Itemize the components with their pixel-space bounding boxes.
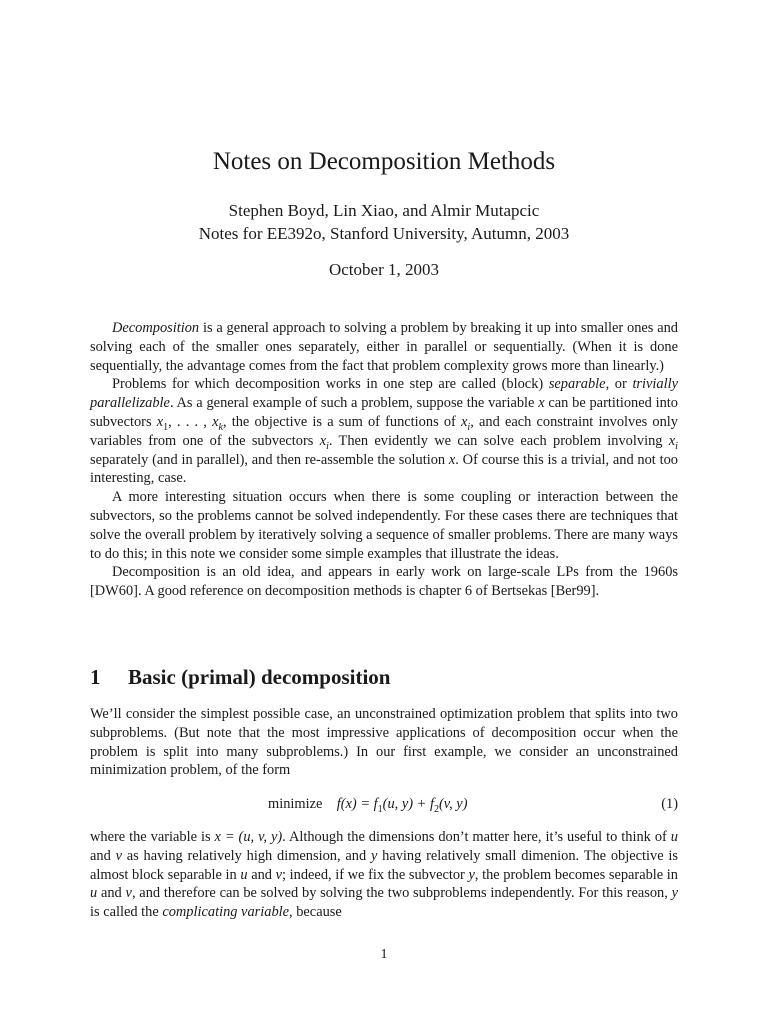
publication-date: October 1, 2003 [328,260,439,279]
term-trivially-parallelizable: trivially parallelizable [90,376,678,412]
section-number: 1 [90,665,101,689]
equation-keyword: minimize [268,796,323,812]
term-decomposition: Decomposition [112,320,200,336]
paper-title: Notes on Decomposition Methods [212,148,556,175]
equation-label: (1) [661,796,678,812]
page-number: 1 [380,947,388,962]
intro-paragraph-4: Decomposition is an old idea, and appears in early work on large-scale LPs from the 1960s [DW60]. A good reference on decomposition methods is chapter 6 of Bertsekas [Ber99]. [90,564,678,600]
section-paragraph-2: where the variable is x = (u, v, y). Although the dimensions don’t matter here, it’s useful to think of u and v as having relatively high dimension, and y having relatively small dimenion. The objective is almost block separable in u and v; indeed, if we fix the subvector y, the problem becomes separable in u and v, and therefore can be solved by solving the two subproblems independently. For this reason, y is called the complicating variable, because [90,829,679,921]
equation-1 [90,792,678,816]
term-separable: separable [548,376,606,393]
section-body-continued [90,828,678,922]
intro-paragraph-2: Problems for which decomposition works in one step are called (block) separable, or trivially parallelizable. As a general example of such a problem, suppose the variable x can be partitioned into subvectors $x_1$, . . . , $x_k$, the objective is a sum of functions of $x_i$, and each constraint involves only variables from one of the subvectors $x_i$. Then evidently we can solve each problem involving $x_i$ separately (and in parallel), and then re-assemble the solution x. Of course this is a trivial, and not too interesting, case. [90,376,678,487]
section-heading [90,662,678,692]
intro-paragraph-1: Decomposition is a general approach to solving a problem by breaking it up into smaller ones and solving each of the smaller ones separately, either in parallel or sequentially. (When it is done sequentially, the advantage comes from the fact that problem complexity grows more than linearly.) [90,320,678,374]
course-note: Notes for EE392o, Stanford University, Autumn, 2003 [198,224,570,243]
intro-section [90,319,678,601]
intro-paragraph-3: A more interesting situation occurs when there is some coupling or interaction between the subvectors, so the problems cannot be solved independently. For these cases there are techniques that solve the overall problem by iteratively solving a sequence of smaller problems. There are many ways to do this; in this note we consider some simple examples that illustrate the ideas. [90,489,678,562]
author-list: Stephen Boyd, Lin Xiao, and Almir Mutapcic [228,201,540,220]
section-title: Basic (primal) decomposition [128,665,391,689]
term-complicating-variable: complicating variable [162,904,290,921]
section-body [90,705,678,780]
section-paragraph-1: We’ll consider the simplest possible case, an unconstrained optimization problem that splits into two subproblems. (But note that the most impressive applications of decomposition occur when the problem is split into many subproblems.) In our first example, we consider an unconstrained minimization problem, of the form [90,706,678,779]
equation-body: minimize $f(x) = f_1(u$, $y) + f_2(v$, y) [268,796,468,815]
